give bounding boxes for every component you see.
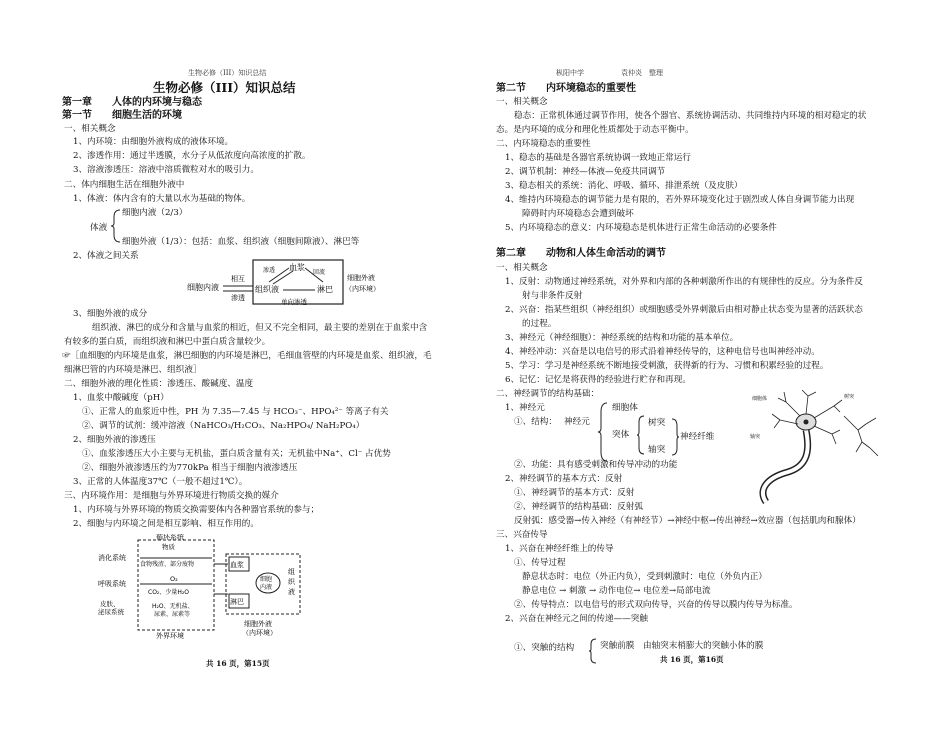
bracket-bottom: 细胞外液（1/3）：包括：血浆、组织液（细胞间隙液）、淋巴等 — [122, 237, 360, 247]
diagram-label: 组织液 — [255, 285, 279, 294]
text-line: ①、正常人的血浆近中性，PH 为 7.35—7.45 与 HCO₃⁻、HPO₄²⁻ 等离子有关 — [82, 407, 389, 417]
text-line: ②、细胞外液渗透压约为770kPa 相当于细胞内液渗透压 — [82, 463, 298, 473]
text-line: 5、内环境稳态的意义：内环境稳态是机体进行正常生命活动的必要条件 — [505, 223, 777, 233]
text-line: 的过程。 — [522, 319, 557, 329]
text-line: ②、传导特点：以电信号的形式双向传导，兴奋的传导以膜内传导为标准。 — [514, 600, 798, 610]
svg-text:泌尿系统: 泌尿系统 — [98, 608, 124, 616]
text-line: 2、细胞外液的渗透压 — [73, 435, 156, 445]
svg-text:H₂O、无机盐、: H₂O、无机盐、 — [152, 603, 194, 610]
text-line: 2、细胞与内环境之间是相互影响、相互作用的。 — [73, 519, 259, 529]
diagram-label: 淋巴 — [317, 285, 333, 294]
text-line: 1、反射：动物通过神经系统，对外界和内部的各种刺激所作出的有规律性的反应。分为条件反 — [505, 277, 863, 287]
diagram-label: 相互 — [231, 275, 245, 283]
text-line: 1、兴奋在神经纤维上的传导 — [505, 544, 614, 554]
text-line: ☞［血细胞的内环境是血浆，淋巴细胞的内环境是淋巴，毛细血管壁的内环境是血浆、组织液，毛 — [62, 351, 432, 361]
brace-icon — [110, 209, 122, 243]
text-line: 2、神经调节的基本方式：反射 — [505, 474, 623, 484]
svg-text:CO₂、少量H₂O: CO₂、少量H₂O — [148, 589, 189, 596]
process-label: 突体 — [612, 430, 630, 440]
text-line: 1、血浆中酸碱度（pH） — [73, 393, 169, 403]
text-line: 一、相关概念 — [64, 124, 116, 134]
text-line: 2、体液之间关系 — [73, 251, 139, 261]
text-line: 有较多的蛋白质，而组织液和淋巴中蛋白质含量较少。 — [64, 337, 271, 347]
text-line: 反射弧：感受器→传入神经（有神经节）→神经中枢→传出神经→效应器（包括肌肉和腺体） — [514, 516, 861, 526]
text-line: 静息状态时：电位（外正内负），受到刺激时：电位（外负内正） — [522, 572, 767, 582]
text-line: 4、维持内环境稳态的调节能力是有限的，若外界环境变化过于剧烈或人体自身调节能力出现 — [505, 195, 855, 205]
text-line: ①、血浆渗透压大小主要与无机盐，蛋白质含量有关；无机盐中Na⁺、Cl⁻ 占优势 — [82, 449, 391, 459]
text-line: 稳态：正常机体通过调节作用，使各个器官、系统协调活动、共同维持内环境的相对稳定的状 — [514, 111, 867, 121]
diagram-label: 单向渗透 — [281, 298, 307, 306]
svg-text:细胞: 细胞 — [260, 576, 273, 583]
section-heading: 第二节 内环境稳态的重要性 — [496, 83, 636, 94]
text-line: 组织液、淋巴的成分和含量与血浆的相近，但又不完全相同，最主要的差别在于血浆中含 — [92, 323, 428, 333]
text-line: 态。是内环境的成分和理化性质都处于动态平衡中。 — [496, 125, 694, 135]
diagram-label: 渗透 — [263, 267, 276, 274]
text-line: 三、兴奋传导 — [496, 530, 548, 540]
svg-text:轴突: 轴突 — [750, 434, 761, 440]
svg-text:液: 液 — [288, 588, 295, 596]
svg-text:（内环境）: （内环境） — [242, 629, 277, 637]
chapter-heading: 第二章 动物和人体生命活动的调节 — [496, 248, 666, 259]
text-line: ②、功能：具有感受刺激和传导冲动的功能 — [514, 460, 678, 470]
svg-text:皮肤、: 皮肤、 — [100, 600, 120, 608]
diagram-label: 渗透 — [231, 294, 245, 302]
text-line: 2、兴奋在神经元之间的传递——突触 — [505, 614, 648, 624]
text-line: 3、正常的人体温度37℃（一般不超过1℃）。 — [73, 477, 248, 487]
running-header-left: 生物必修（III）知识总结 — [188, 69, 267, 77]
diagram-label: 细胞外液 — [347, 274, 375, 282]
text-line: 二、细胞外液的理化性质：渗透压、酸碱度、温度 — [64, 379, 254, 389]
svg-text:细胞体: 细胞体 — [752, 396, 768, 402]
text-line: 1、内环境与外界环境的物质交换需要体内各种器官系统的参与； — [73, 505, 320, 515]
text-line: 二、神经调节的结构基础： — [496, 389, 600, 399]
neuron-illustration-icon — [748, 390, 888, 508]
text-line: 射与非条件反射 — [522, 291, 583, 301]
svg-text:淋巴: 淋巴 — [230, 598, 244, 606]
text-line: 1、体液：体内含有的大量以水为基础的物体。 — [73, 194, 251, 204]
svg-text:外界环境: 外界环境 — [156, 632, 184, 640]
neuron-structure-label: ①、结构： — [514, 417, 557, 427]
svg-text:尿素、尿素等: 尿素、尿素等 — [154, 611, 191, 618]
svg-text:细胞外液: 细胞外液 — [244, 620, 272, 628]
text-line: 细淋巴管的内环境是淋巴、组织液］ — [64, 365, 202, 375]
text-line: 二、内环境稳态的重要性 — [496, 139, 591, 149]
svg-text:O₂: O₂ — [170, 575, 178, 583]
text-line: 5、学习：学习是神经系统不断地接受刺激，获得新的行为、习惯和积累经验的过程。 — [505, 361, 829, 371]
diagram-label: 细胞内液 — [187, 283, 219, 292]
text-line: 静息电位 → 刺激 → 动作电位→ 电位差→局部电流 — [522, 586, 711, 596]
diagram-label: 回流 — [313, 269, 326, 276]
brace-icon — [636, 415, 646, 455]
text-line: ②、神经调节的结构基础：反射弧 — [514, 502, 643, 512]
fiber-label: 神经纤维 — [680, 432, 715, 442]
text-line: 3、细胞外液的成分 — [73, 309, 148, 319]
svg-text:消化系统: 消化系统 — [98, 554, 126, 562]
dendrite-label: 树突 — [648, 418, 666, 428]
diagram-label: 血浆 — [289, 263, 305, 272]
exchange-diagram — [96, 534, 331, 644]
axon-label: 轴突 — [648, 445, 666, 455]
brace-icon — [588, 638, 598, 664]
running-header-author: 袁仲炎 整理 — [621, 69, 663, 77]
text-line: 1、神经元 — [505, 403, 545, 413]
synapse-pre-membrane: 突触前膜 由轴突末梢膨大的突触小体的膜 — [600, 641, 764, 651]
brace-icon — [597, 402, 609, 462]
svg-text:食物残渣、部分废物: 食物残渣、部分废物 — [140, 561, 195, 568]
text-line: ②、调节的试剂：缓冲溶液（NaHCO₃/H₂CO₃、Na₂HPO₄/ NaH₂PO₄） — [82, 421, 365, 431]
bracket-label: 体液 — [90, 223, 108, 233]
chapter-heading: 第一章 人体的内环境与稳态 — [62, 97, 202, 108]
neuron-label: 神经元 — [564, 417, 590, 427]
text-line: 2、兴奋：指某些组织（神经组织）或细胞感受外界刺激后由相对静止状态变为显著的活跃状态 — [505, 305, 863, 315]
text-line: ①、传导过程 — [514, 558, 566, 568]
svg-text:树突: 树突 — [844, 394, 855, 400]
page-title: 生物必修（III）知识总结 — [153, 80, 296, 95]
cell-body-label: 细胞体 — [612, 403, 638, 413]
synapse-label: ①、突触的结构 — [514, 643, 575, 653]
text-line: ①、神经调节的基本方式：反射 — [514, 488, 635, 498]
text-line: 3、神经元（神经细胞）：神经系统的结构和功能的基本单位。 — [505, 333, 739, 343]
svg-text:血浆: 血浆 — [230, 561, 244, 569]
text-line: 3、稳态相关的系统：消化、呼吸、循环、排泄系统（及皮肤） — [505, 181, 743, 191]
svg-text:织: 织 — [288, 578, 295, 586]
text-line: 4、神经冲动：兴奋是以电信号的形式沿着神经传导的，这种电信号也叫神经冲动。 — [505, 347, 820, 357]
running-header-school: 枞阳中学 — [556, 69, 584, 77]
body-fluid-diagram — [185, 258, 380, 308]
page-footer: 共 16 页，第16页 — [660, 655, 724, 664]
text-line: 6、记忆：记忆是将获得的经验进行贮存和再现。 — [505, 375, 691, 385]
text-line: 1、内环境：由细胞外液构成的液体环境。 — [73, 137, 234, 147]
text-line: 2、调节机制：神经—体液—免疫共同调节 — [505, 167, 666, 177]
svg-text:内液: 内液 — [260, 584, 273, 591]
bracket-top: 细胞内液（2/3） — [122, 208, 188, 218]
text-line: 一、相关概念 — [496, 97, 548, 107]
text-line: 2、渗透作用：通过半透膜，水分子从低浓度向高浓度的扩散。 — [73, 151, 311, 161]
diagram-label: （内环境） — [345, 285, 380, 293]
svg-text:呼吸系统: 呼吸系统 — [98, 580, 126, 588]
section-heading: 第一节 细胞生活的环境 — [62, 110, 182, 121]
svg-text:循环系统: 循环系统 — [156, 534, 184, 541]
text-line: 一、相关概念 — [496, 263, 548, 273]
text-line: 1、稳态的基础是各器官系统协调一致地正常运行 — [505, 153, 691, 163]
svg-text:物质: 物质 — [162, 543, 175, 551]
text-line: 障碍时内环境稳态会遭到破坏 — [522, 209, 634, 219]
brace-icon — [670, 418, 680, 456]
svg-text:组: 组 — [288, 568, 295, 576]
page-footer: 共 16 页，第15页 — [206, 659, 270, 668]
text-line: 三、内环境作用：是细胞与外界环境进行物质交换的媒介 — [64, 491, 279, 501]
text-line: 二、体内细胞生活在细胞外液中 — [64, 180, 185, 190]
text-line: 3、溶液渗透压：溶液中溶质微粒对水的吸引力。 — [73, 165, 259, 175]
